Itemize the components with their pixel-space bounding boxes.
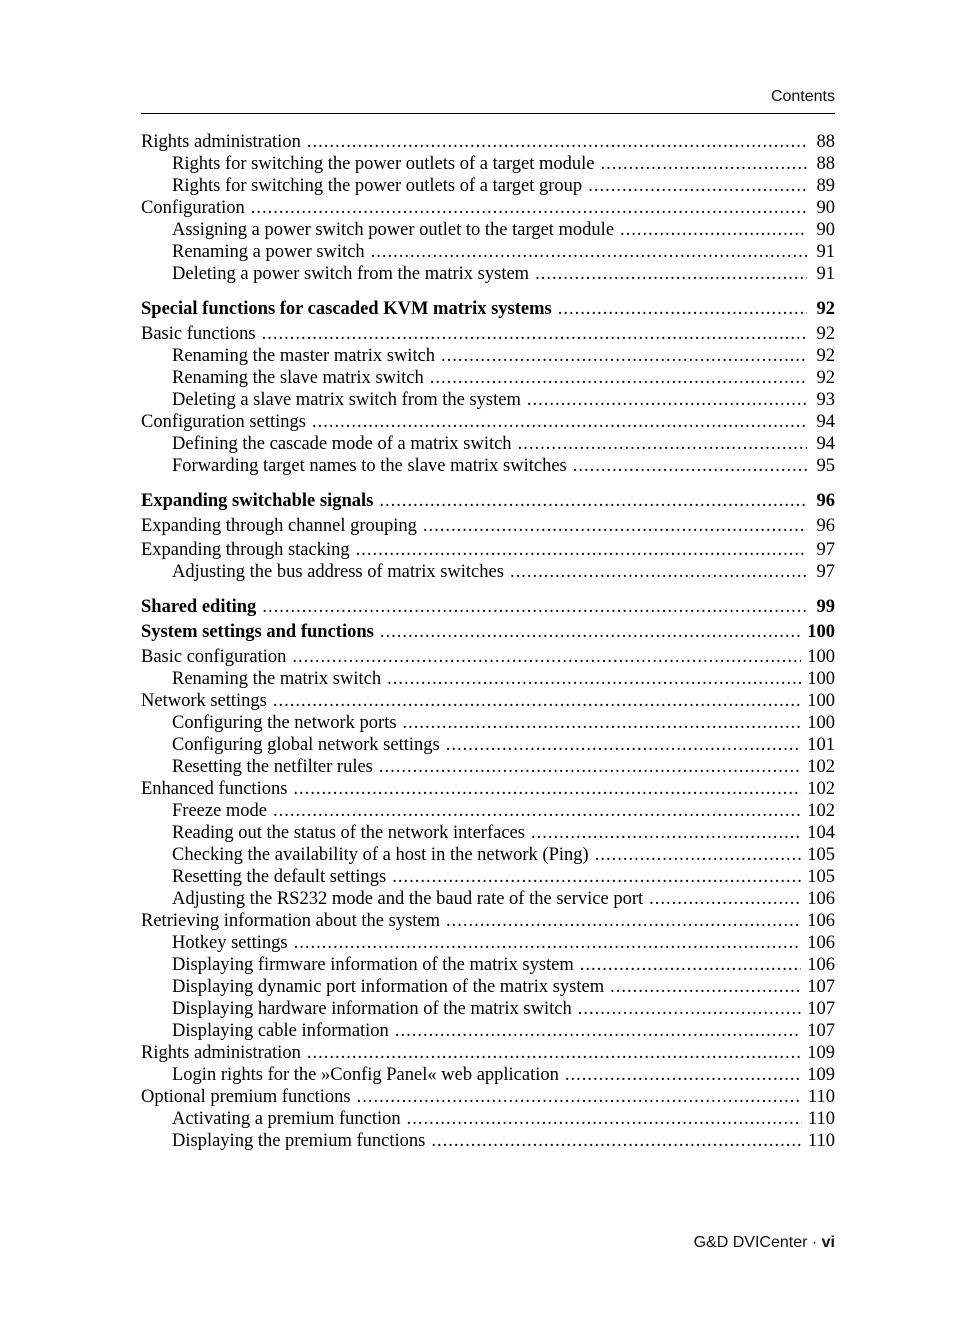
footer-product: G&D DVICenter xyxy=(693,1234,808,1251)
toc-subsection[interactable] xyxy=(141,1130,835,1152)
toc-chapter[interactable] xyxy=(141,298,835,320)
dot-leader xyxy=(395,1020,801,1042)
toc-entry-title: Configuration settings xyxy=(141,412,306,432)
toc-entry-title: Retrieving information about the system xyxy=(141,911,441,931)
toc-entry-title: Optional premium functions xyxy=(141,1087,351,1107)
header-rule xyxy=(141,113,835,114)
toc-subsection[interactable] xyxy=(141,367,835,389)
dot-leader xyxy=(535,263,807,285)
toc-subsection[interactable] xyxy=(141,241,835,263)
toc-subsection[interactable] xyxy=(141,800,835,822)
toc-entry-page: 90 xyxy=(816,220,835,240)
toc-subsection[interactable] xyxy=(141,734,835,756)
running-footer xyxy=(141,1234,835,1252)
toc-entry-page: 92 xyxy=(816,299,835,319)
toc-subsection[interactable] xyxy=(141,932,835,954)
toc-entry-title: Login rights for the »Config Panel« web application xyxy=(172,1065,559,1085)
toc-subsection[interactable] xyxy=(141,668,835,690)
toc-entry-page: 96 xyxy=(816,516,835,536)
toc-subsection[interactable] xyxy=(141,455,835,477)
toc-entry-title: Deleting a slave matrix switch from the system xyxy=(172,390,521,410)
dot-leader xyxy=(430,367,807,389)
footer-page-number: vi xyxy=(821,1234,835,1251)
toc-entry-page: 110 xyxy=(807,1131,835,1151)
toc-entry-page: 99 xyxy=(816,597,835,617)
toc-entry-title: Assigning a power switch power outlet to the target module xyxy=(172,220,615,240)
toc-section[interactable] xyxy=(141,131,835,153)
toc-entry-title: Resetting the default settings xyxy=(172,867,387,887)
dot-leader xyxy=(403,712,802,734)
dot-leader xyxy=(307,1042,801,1064)
toc-section[interactable] xyxy=(141,778,835,800)
toc-subsection[interactable] xyxy=(141,153,835,175)
toc-entry-title: Activating a premium function xyxy=(172,1109,401,1129)
dot-leader xyxy=(527,389,807,411)
toc-section[interactable] xyxy=(141,411,835,433)
dot-leader xyxy=(423,515,807,537)
toc-entry-page: 88 xyxy=(816,132,835,152)
toc-entry-title: Reading out the status of the network interfaces xyxy=(172,823,525,843)
toc-subsection[interactable] xyxy=(141,998,835,1020)
toc-subsection[interactable] xyxy=(141,389,835,411)
toc-subsection[interactable] xyxy=(141,219,835,241)
toc-entry-page: 106 xyxy=(807,955,835,975)
toc-subsection[interactable] xyxy=(141,263,835,285)
running-header: Contents xyxy=(770,88,835,105)
toc-entry-page: 105 xyxy=(807,845,835,865)
toc-section[interactable] xyxy=(141,910,835,932)
toc-entry-page: 102 xyxy=(807,801,835,821)
dot-leader xyxy=(273,690,801,712)
toc-entry-title: Renaming a power switch xyxy=(172,242,365,262)
toc-subsection[interactable] xyxy=(141,822,835,844)
toc-entry-page: 100 xyxy=(807,691,835,711)
toc-subsection[interactable] xyxy=(141,1064,835,1086)
dot-leader xyxy=(379,490,807,512)
toc-subsection[interactable] xyxy=(141,1108,835,1130)
toc-entry-page: 100 xyxy=(807,713,835,733)
toc-entry-title: Renaming the master matrix switch xyxy=(172,346,436,366)
toc-entry-page: 110 xyxy=(807,1109,835,1129)
dot-leader xyxy=(431,1130,802,1152)
toc-subsection[interactable] xyxy=(141,756,835,778)
dot-leader xyxy=(371,241,807,263)
toc-entry-page: 91 xyxy=(816,264,835,284)
toc-entry-title: Enhanced functions xyxy=(141,779,288,799)
dot-leader xyxy=(293,778,801,800)
dot-leader xyxy=(407,1108,802,1130)
toc-entry-title: Displaying the premium functions xyxy=(172,1131,426,1151)
toc-subsection[interactable] xyxy=(141,561,835,583)
dot-leader xyxy=(595,844,802,866)
toc-subsection[interactable] xyxy=(141,345,835,367)
toc-entry-page: 92 xyxy=(816,368,835,388)
toc-entry-title: Freeze mode xyxy=(172,801,268,821)
toc-section[interactable] xyxy=(141,1086,835,1108)
dot-leader xyxy=(610,976,801,998)
toc-entry-page: 101 xyxy=(807,735,835,755)
dot-leader xyxy=(649,888,801,910)
dot-leader xyxy=(379,756,801,778)
table-of-contents xyxy=(141,131,835,1152)
toc-chapter[interactable] xyxy=(141,621,835,643)
dot-leader xyxy=(380,621,801,643)
toc-entry-page: 100 xyxy=(807,622,835,642)
dot-leader xyxy=(580,954,801,976)
toc-entry-page: 100 xyxy=(807,669,835,689)
toc-entry-title: Renaming the slave matrix switch xyxy=(172,368,424,388)
toc-entry-page: 88 xyxy=(816,154,835,174)
toc-subsection[interactable] xyxy=(141,433,835,455)
toc-subsection[interactable] xyxy=(141,712,835,734)
toc-entry-title: Displaying firmware information of the matrix system xyxy=(172,955,574,975)
toc-entry-page: 97 xyxy=(816,540,835,560)
toc-entry-page: 95 xyxy=(816,456,835,476)
dot-leader xyxy=(446,910,801,932)
toc-subsection[interactable] xyxy=(141,976,835,998)
toc-entry-title: System settings and functions xyxy=(141,622,374,642)
toc-section[interactable] xyxy=(141,323,835,345)
toc-entry-title: Configuring the network ports xyxy=(172,713,397,733)
toc-entry-title: Adjusting the bus address of matrix switches xyxy=(172,562,504,582)
toc-section[interactable] xyxy=(141,690,835,712)
toc-entry-page: 107 xyxy=(807,1021,835,1041)
dot-leader xyxy=(273,800,801,822)
toc-entry-page: 110 xyxy=(807,1087,835,1107)
toc-entry-page: 92 xyxy=(816,324,835,344)
toc-entry-page: 100 xyxy=(807,647,835,667)
toc-entry-title: Hotkey settings xyxy=(172,933,288,953)
toc-entry-page: 92 xyxy=(816,346,835,366)
toc-chapter[interactable] xyxy=(141,490,835,512)
toc-entry-page: 104 xyxy=(807,823,835,843)
dot-leader xyxy=(588,175,807,197)
toc-entry-title: Special functions for cascaded KVM matrix systems xyxy=(141,299,552,319)
toc-entry-page: 102 xyxy=(807,757,835,777)
toc-entry-page: 90 xyxy=(816,198,835,218)
toc-entry-title: Displaying cable information xyxy=(172,1021,389,1041)
toc-entry-page: 106 xyxy=(807,933,835,953)
toc-entry-title: Renaming the matrix switch xyxy=(172,669,382,689)
dot-leader xyxy=(446,734,802,756)
toc-subsection[interactable] xyxy=(141,888,835,910)
dot-leader xyxy=(620,219,807,241)
toc-entry-title: Displaying hardware information of the matrix switch xyxy=(172,999,572,1019)
toc-entry-title: Configuration xyxy=(141,198,245,218)
toc-subsection[interactable] xyxy=(141,1020,835,1042)
toc-entry-page: 94 xyxy=(816,434,835,454)
toc-entry-title: Rights administration xyxy=(141,1043,301,1063)
toc-entry-page: 91 xyxy=(816,242,835,262)
toc-entry-title: Deleting a power switch from the matrix system xyxy=(172,264,530,284)
toc-section[interactable] xyxy=(141,539,835,561)
toc-entry-title: Expanding switchable signals xyxy=(141,491,374,511)
dot-leader xyxy=(601,153,807,175)
toc-section[interactable] xyxy=(141,197,835,219)
toc-entry-title: Expanding through channel grouping xyxy=(141,516,417,536)
toc-entry-title: Expanding through stacking xyxy=(141,540,350,560)
toc-entry-title: Forwarding target names to the slave matrix switches xyxy=(172,456,567,476)
dot-leader xyxy=(312,411,807,433)
toc-entry-title: Basic configuration xyxy=(141,647,287,667)
dot-leader xyxy=(565,1064,801,1086)
dot-leader xyxy=(518,433,807,455)
dot-leader xyxy=(262,323,807,345)
toc-entry-page: 102 xyxy=(807,779,835,799)
toc-entry-page: 105 xyxy=(807,867,835,887)
dot-leader xyxy=(387,668,801,690)
dot-leader xyxy=(294,932,802,954)
toc-entry-page: 96 xyxy=(816,491,835,511)
toc-entry-title: Defining the cascade mode of a matrix switch xyxy=(172,434,512,454)
dot-leader xyxy=(292,646,801,668)
toc-entry-page: 109 xyxy=(807,1043,835,1063)
toc-entry-title: Adjusting the RS232 mode and the baud rate of the service port xyxy=(172,889,644,909)
dot-leader xyxy=(251,197,807,219)
toc-entry-page: 89 xyxy=(816,176,835,196)
dot-leader xyxy=(356,539,807,561)
toc-entry-page: 107 xyxy=(807,977,835,997)
dot-leader xyxy=(510,561,807,583)
toc-entry-title: Checking the availability of a host in the network (Ping) xyxy=(172,845,589,865)
toc-entry-title: Basic functions xyxy=(141,324,256,344)
toc-subsection[interactable] xyxy=(141,175,835,197)
dot-leader xyxy=(392,866,801,888)
toc-entry-title: Displaying dynamic port information of the matrix system xyxy=(172,977,605,997)
dot-leader xyxy=(357,1086,802,1108)
dot-leader xyxy=(441,345,807,367)
toc-entry-page: 93 xyxy=(816,390,835,410)
dot-leader xyxy=(578,998,802,1020)
toc-entry-page: 106 xyxy=(807,911,835,931)
toc-entry-page: 94 xyxy=(816,412,835,432)
toc-entry-title: Rights administration xyxy=(141,132,301,152)
dot-leader xyxy=(307,131,807,153)
toc-entry-title: Shared editing xyxy=(141,597,257,617)
dot-leader xyxy=(558,298,807,320)
toc-entry-page: 109 xyxy=(807,1065,835,1085)
dot-leader xyxy=(573,455,807,477)
dot-leader xyxy=(531,822,801,844)
toc-subsection[interactable] xyxy=(141,954,835,976)
toc-entry-title: Network settings xyxy=(141,691,267,711)
toc-section[interactable] xyxy=(141,646,835,668)
toc-subsection[interactable] xyxy=(141,866,835,888)
toc-entry-page: 106 xyxy=(807,889,835,909)
toc-chapter[interactable] xyxy=(141,596,835,618)
toc-subsection[interactable] xyxy=(141,844,835,866)
toc-entry-page: 107 xyxy=(807,999,835,1019)
toc-entry-title: Resetting the netfilter rules xyxy=(172,757,373,777)
toc-entry-title: Rights for switching the power outlets of a target module xyxy=(172,154,595,174)
toc-section[interactable] xyxy=(141,1042,835,1064)
footer-separator: · xyxy=(807,1234,822,1251)
dot-leader xyxy=(262,596,807,618)
toc-entry-title: Configuring global network settings xyxy=(172,735,440,755)
toc-section[interactable] xyxy=(141,515,835,537)
toc-entry-page: 97 xyxy=(816,562,835,582)
toc-entry-title: Rights for switching the power outlets of a target group xyxy=(172,176,583,196)
